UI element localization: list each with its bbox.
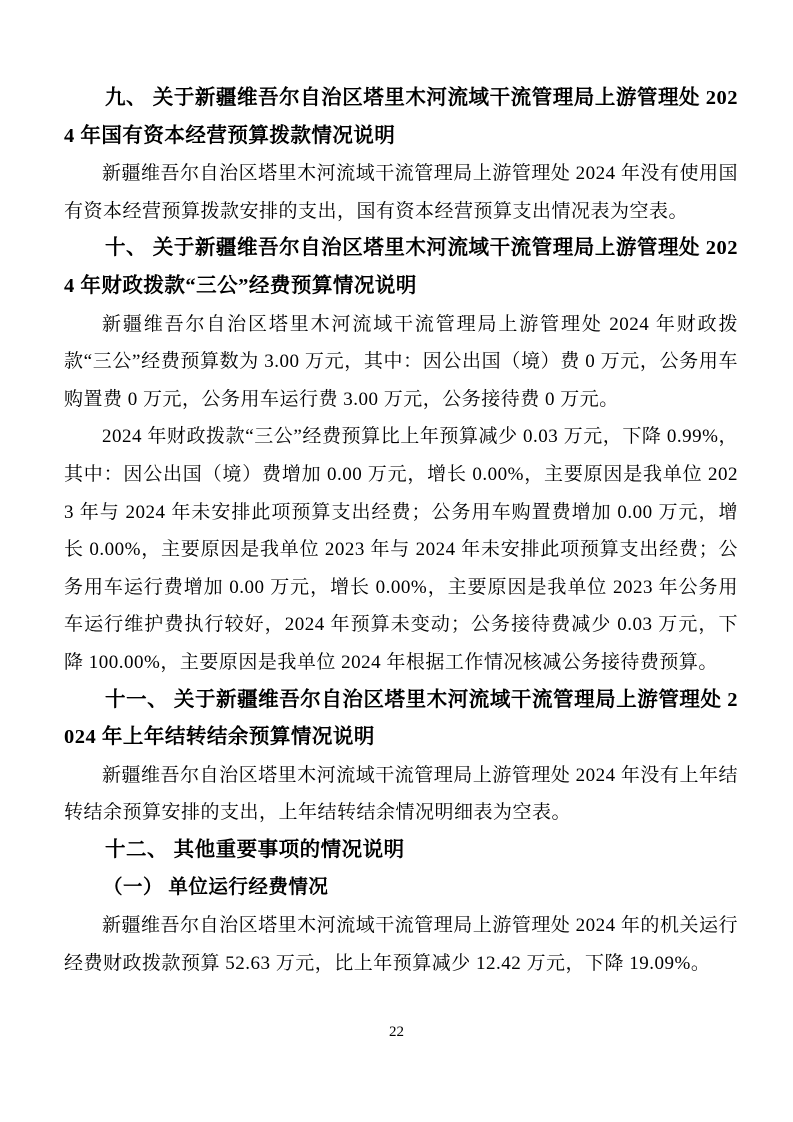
subheading-section-12-1-operating-expenses: （一） 单位运行经费情况 (103, 877, 329, 899)
paragraph-section-11-carryover-balance: 新疆维吾尔自治区塔里木河流域干流管理局上游管理处 2024 年没有上年结转结余预算安排的支出，上年结转结余情况明细表为空表。 (64, 764, 738, 824)
paragraph-section-10-budget-breakdown: 新疆维吾尔自治区塔里木河流域干流管理局上游管理处 2024 年财政拨款“三公”经费预算数为 3.00 万元，其中：因公出国（境）费 0 万元，公务用车购置费 0 万元，公务用车运行费 3.00 万元，公务接待费 0 万元。 (64, 313, 738, 410)
paragraph-section-12-1-operating-expenses: 新疆维吾尔自治区塔里木河流域干流管理局上游管理处 2024 年的机关运行经费财政拨款预算 52.63 万元，比上年预算减少 12.42 万元，下降 19.09%。 (64, 915, 738, 974)
paragraph-section-9-state-capital-budget: 新疆维吾尔自治区塔里木河流域干流管理局上游管理处 2024 年没有使用国有资本经营预算拨款安排的支出，国有资本经营预算支出情况表为空表。 (64, 163, 738, 222)
heading-section-12-other-important-matters: 十二、 其他重要事项的情况说明 (105, 838, 405, 861)
document-body (64, 80, 738, 982)
paragraph-section-10-year-over-year-comparison: 2024 年财政拨款“三公”经费预算比上年预算减少 0.03 万元，下降 0.99%，其中：因公出国（境）费增加 0.00 万元，增长 0.00%，主要原因是我单位 2023 年与 2024 年未安排此项预算支出经费；公务用车购置费增加 0.00 万元，增长 0.00%，主要原因是我单位 2023 年与 2024 年未安排此项预算支出经费；公务用车运行费增加 0.00 万元，增长 0.00%，主要原因是我单位 2023 年公务用车运行维护费执行较好，2024 年预算未变动；公务接待费减少 0.03 万元，下降 100.00%，主要原因是我单位 2024 年根据工作情况核减公务接待费预算。 (64, 426, 738, 673)
heading-section-9-state-capital-budget: 九、 关于新疆维吾尔自治区塔里木河流域干流管理局上游管理处 2024 年国有资本经营预算拨款情况说明 (64, 87, 738, 147)
heading-section-11-carryover-balance: 十一、 关于新疆维吾尔自治区塔里木河流域干流管理局上游管理处 2024 年上年结转结余预算情况说明 (64, 688, 738, 749)
page-number: 22 (389, 1024, 404, 1040)
heading-section-10-three-public-expenses: 十、 关于新疆维吾尔自治区塔里木河流域干流管理局上游管理处 2024 年财政拨款“三公”经费预算情况说明 (64, 237, 738, 297)
